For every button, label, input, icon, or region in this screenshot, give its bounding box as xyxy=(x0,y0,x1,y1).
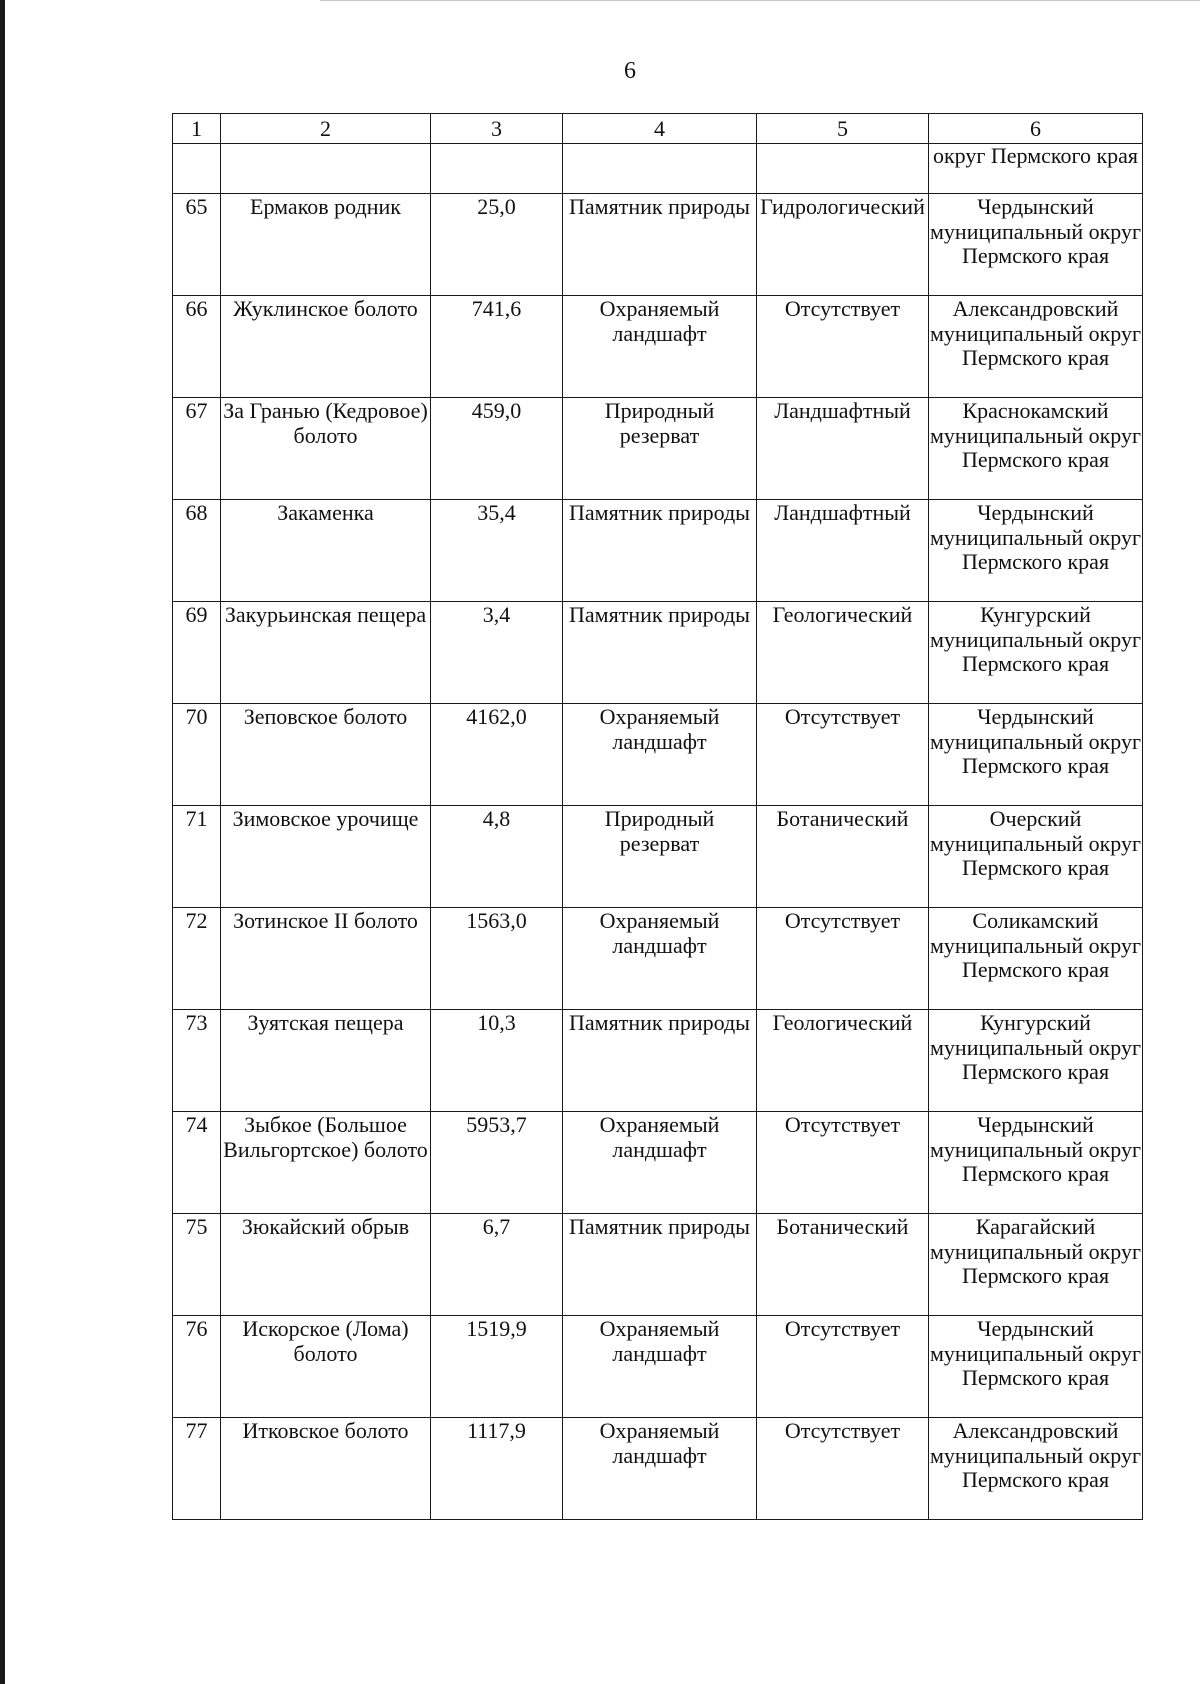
area-cell: 6,7 xyxy=(431,1214,563,1316)
area-cell: 4,8 xyxy=(431,806,563,908)
number-cell: 74 xyxy=(173,1112,221,1214)
name-cell: Закурьинская пещера xyxy=(221,602,431,704)
name-cell xyxy=(221,144,431,194)
category-cell: Охраняемый ландшафт xyxy=(563,908,757,1010)
location-cell: Карагайский муниципальный округ Пермского края xyxy=(929,1214,1143,1316)
category-cell xyxy=(563,144,757,194)
profile-cell: Ботанический xyxy=(757,1214,929,1316)
number-cell xyxy=(173,144,221,194)
area-cell: 1563,0 xyxy=(431,908,563,1010)
table-row xyxy=(173,194,1143,296)
number-cell: 67 xyxy=(173,398,221,500)
table-row xyxy=(173,1112,1143,1214)
table-row xyxy=(173,908,1143,1010)
name-cell: Зюкайский обрыв xyxy=(221,1214,431,1316)
number-cell: 75 xyxy=(173,1214,221,1316)
area-cell: 1117,9 xyxy=(431,1418,563,1520)
location-cell: Чердынский муниципальный округ Пермского края xyxy=(929,704,1143,806)
table-row xyxy=(173,704,1143,806)
location-cell: Кунгурский муниципальный округ Пермского края xyxy=(929,1010,1143,1112)
area-cell: 25,0 xyxy=(431,194,563,296)
page-number: 6 xyxy=(624,58,636,84)
number-cell: 77 xyxy=(173,1418,221,1520)
area-cell: 5953,7 xyxy=(431,1112,563,1214)
location-cell: Кунгурский муниципальный округ Пермского края xyxy=(929,602,1143,704)
profile-cell xyxy=(757,144,929,194)
profile-cell: Ландшафтный xyxy=(757,500,929,602)
table-row xyxy=(173,398,1143,500)
name-cell: Зимовское урочище xyxy=(221,806,431,908)
number-cell: 72 xyxy=(173,908,221,1010)
category-cell: Памятник природы xyxy=(563,500,757,602)
name-cell: Жуклинское болото xyxy=(221,296,431,398)
location-cell: Краснокамский муниципальный округ Пермского края xyxy=(929,398,1143,500)
category-cell: Охраняемый ландшафт xyxy=(563,1316,757,1418)
category-cell: Памятник природы xyxy=(563,1214,757,1316)
scan-left-edge xyxy=(0,0,5,1684)
area-cell: 10,3 xyxy=(431,1010,563,1112)
area-cell: 3,4 xyxy=(431,602,563,704)
table-row xyxy=(173,1010,1143,1112)
table-row xyxy=(173,296,1143,398)
name-cell: Закаменка xyxy=(221,500,431,602)
number-cell: 66 xyxy=(173,296,221,398)
column-header: 5 xyxy=(757,114,929,144)
location-cell: Александровский муниципальный округ Пермского края xyxy=(929,296,1143,398)
name-cell: Зотинское II болото xyxy=(221,908,431,1010)
profile-cell: Ботанический xyxy=(757,806,929,908)
area-cell: 741,6 xyxy=(431,296,563,398)
profile-cell: Ландшафтный xyxy=(757,398,929,500)
number-cell: 73 xyxy=(173,1010,221,1112)
category-cell: Памятник природы xyxy=(563,602,757,704)
table-row xyxy=(173,1316,1143,1418)
table-row xyxy=(173,1418,1143,1520)
number-cell: 70 xyxy=(173,704,221,806)
category-cell: Памятник природы xyxy=(563,194,757,296)
category-cell: Охраняемый ландшафт xyxy=(563,1418,757,1520)
category-cell: Охраняемый ландшафт xyxy=(563,296,757,398)
column-header: 1 xyxy=(173,114,221,144)
name-cell: Зеповское болото xyxy=(221,704,431,806)
category-cell: Природный резерват xyxy=(563,398,757,500)
scan-top-line xyxy=(320,0,1200,1)
location-cell: округ Пермского края xyxy=(929,144,1143,194)
name-cell: Ермаков родник xyxy=(221,194,431,296)
number-cell: 69 xyxy=(173,602,221,704)
location-cell: Чердынский муниципальный округ Пермского края xyxy=(929,1316,1143,1418)
area-cell: 35,4 xyxy=(431,500,563,602)
name-cell: Зуятская пещера xyxy=(221,1010,431,1112)
number-cell: 65 xyxy=(173,194,221,296)
area-cell: 1519,9 xyxy=(431,1316,563,1418)
area-cell xyxy=(431,144,563,194)
profile-cell: Отсутствует xyxy=(757,908,929,1010)
name-cell: Искорское (Лома) болото xyxy=(221,1316,431,1418)
protected-areas-table xyxy=(172,113,1143,1520)
profile-cell: Отсутствует xyxy=(757,1112,929,1214)
column-header: 6 xyxy=(929,114,1143,144)
table-header-row xyxy=(173,114,1143,144)
category-cell: Природный резерват xyxy=(563,806,757,908)
profile-cell: Отсутствует xyxy=(757,1316,929,1418)
table-row xyxy=(173,1214,1143,1316)
name-cell: Зыбкое (Большое Вильгортское) болото xyxy=(221,1112,431,1214)
profile-cell: Гидрологический xyxy=(757,194,929,296)
profile-cell: Отсутствует xyxy=(757,296,929,398)
location-cell: Соликамский муниципальный округ Пермского края xyxy=(929,908,1143,1010)
location-cell: Чердынский муниципальный округ Пермского края xyxy=(929,1112,1143,1214)
location-cell: Чердынский муниципальный округ Пермского края xyxy=(929,500,1143,602)
area-cell: 459,0 xyxy=(431,398,563,500)
area-cell: 4162,0 xyxy=(431,704,563,806)
number-cell: 76 xyxy=(173,1316,221,1418)
name-cell: За Гранью (Кедровое) болото xyxy=(221,398,431,500)
table-row xyxy=(173,806,1143,908)
table-row xyxy=(173,602,1143,704)
category-cell: Охраняемый ландшафт xyxy=(563,1112,757,1214)
profile-cell: Геологический xyxy=(757,1010,929,1112)
category-cell: Охраняемый ландшафт xyxy=(563,704,757,806)
continuation-row xyxy=(173,144,1143,194)
table-row xyxy=(173,500,1143,602)
category-cell: Памятник природы xyxy=(563,1010,757,1112)
profile-cell: Отсутствует xyxy=(757,1418,929,1520)
column-header: 2 xyxy=(221,114,431,144)
profile-cell: Отсутствует xyxy=(757,704,929,806)
location-cell: Очерский муниципальный округ Пермского края xyxy=(929,806,1143,908)
profile-cell: Геологический xyxy=(757,602,929,704)
number-cell: 71 xyxy=(173,806,221,908)
location-cell: Александровский муниципальный округ Пермского края xyxy=(929,1418,1143,1520)
number-cell: 68 xyxy=(173,500,221,602)
name-cell: Итковское болото xyxy=(221,1418,431,1520)
column-header: 3 xyxy=(431,114,563,144)
location-cell: Чердынский муниципальный округ Пермского края xyxy=(929,194,1143,296)
column-header: 4 xyxy=(563,114,757,144)
